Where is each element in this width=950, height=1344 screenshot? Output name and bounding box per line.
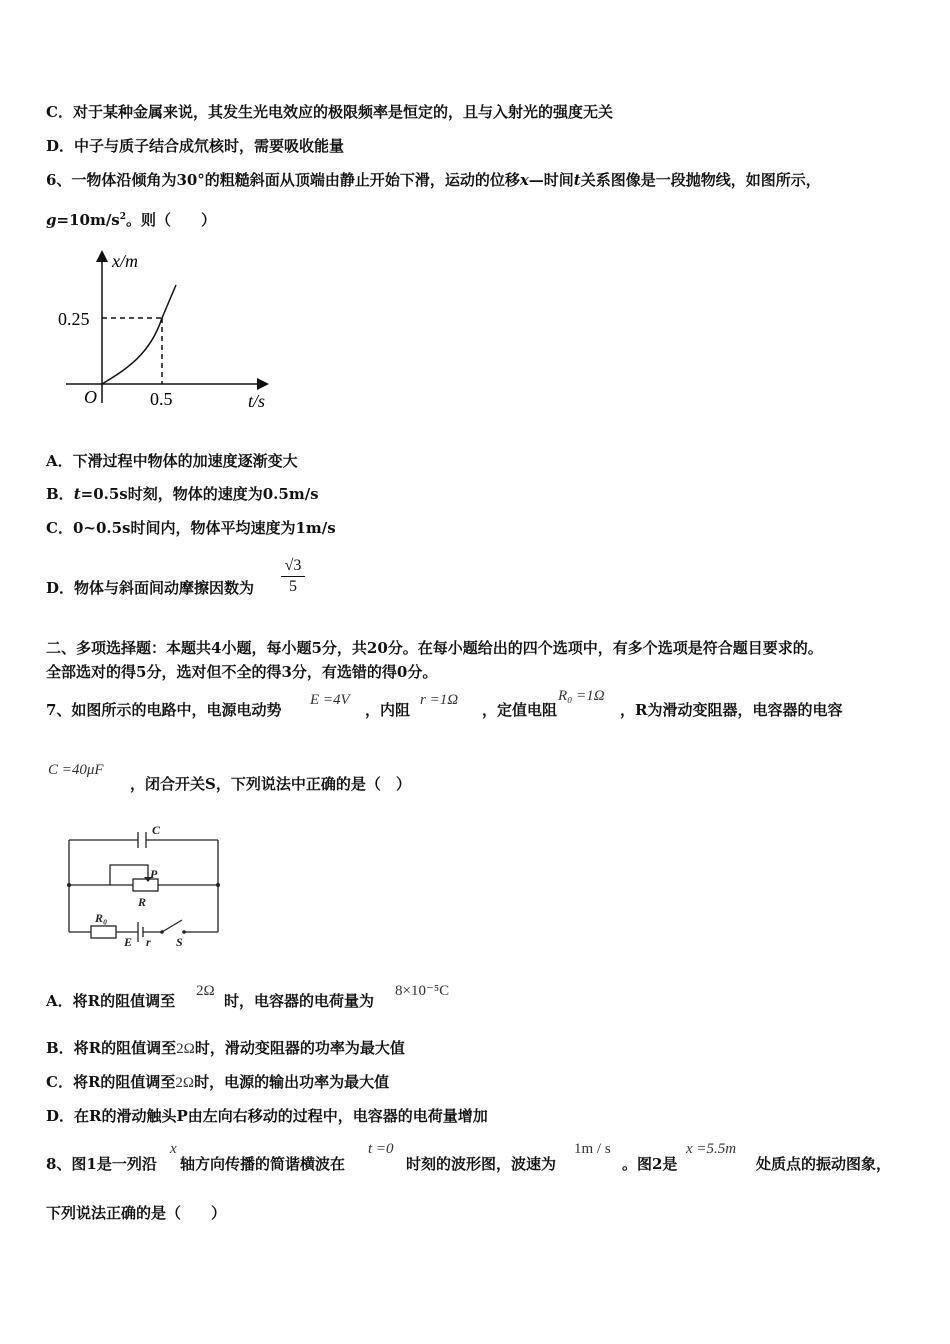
q7-stem-d: ，R为滑动变阻器，电容器的电容 bbox=[620, 701, 843, 719]
y-axis-label: x/m bbox=[112, 251, 138, 271]
q6-option-d-fraction: $\frac{√3}{5}$ bbox=[281, 556, 305, 597]
q7-option-a: A．将R的阻值调至 bbox=[46, 992, 176, 1010]
q7-emf-formula: E =4V bbox=[310, 692, 350, 708]
q8-stem-a: 8、图1是一列沿 bbox=[46, 1155, 157, 1173]
capacitor-label: C bbox=[152, 823, 161, 837]
q7-circuit-diagram bbox=[60, 820, 230, 950]
emf-label: E bbox=[124, 935, 133, 949]
q8-v-formula: 1m / s bbox=[574, 1141, 611, 1157]
section2-heading: 二、多项选择题：本题共4小题，每小题5分，共20分。在每小题给出的四个选项中，有多个选项是符合题目要求的。 bbox=[46, 639, 823, 657]
rheostat-label: R bbox=[138, 895, 147, 909]
x-tick-label: 0.5 bbox=[150, 389, 173, 409]
q7-option-a-mid: 时，电容器的电荷量为 bbox=[224, 992, 375, 1010]
q8-x-formula: x bbox=[170, 1141, 177, 1157]
origin-label: O bbox=[84, 387, 97, 407]
q7-stem-b: ，内阻 bbox=[365, 701, 411, 719]
q6-stem-line2: $g=10m/s^2$。则（ ） bbox=[46, 211, 217, 229]
q8-stem-b: 轴方向传播的简谐横波在 bbox=[180, 1155, 346, 1173]
x-axis-label: t/s bbox=[248, 391, 266, 411]
q7-stem-c: ，定值电阻 bbox=[482, 701, 558, 719]
y-tick-label: 0.25 bbox=[58, 309, 90, 329]
section2-heading-line2: 全部选对的得5分，选对但不全的得3分，有选错的得0分。 bbox=[46, 663, 438, 681]
q5-option-d: D．中子与质子结合成氘核时，需要吸收能量 bbox=[46, 137, 345, 155]
q8-stem-d: 。图2是 bbox=[622, 1155, 678, 1173]
q6-option-c: C．0~0.5s时间内，物体平均速度为1m/s bbox=[46, 519, 336, 537]
r0-label: R₀ bbox=[95, 911, 108, 925]
q8-t-formula: t =0 bbox=[368, 1141, 394, 1157]
q7-option-a-formula1: 2Ω bbox=[196, 983, 215, 999]
r0-resistor bbox=[91, 926, 116, 938]
q8-stem-e: 处质点的振动图象， bbox=[756, 1155, 892, 1173]
parabola-curve bbox=[102, 285, 176, 384]
switch-blade bbox=[162, 920, 182, 932]
q6-option-b: B．t=0.5s时刻，物体的速度为0.5m/s bbox=[46, 485, 319, 503]
q6-xt-graph bbox=[50, 245, 280, 415]
q7-r-formula: r =1Ω bbox=[420, 692, 459, 708]
q7-option-d: D．在R的滑动触头P由左向右移动的过程中，电容器的电荷量增加 bbox=[46, 1107, 488, 1125]
slider-wire bbox=[110, 865, 148, 885]
q8-stem-c: 时刻的波形图，波速为 bbox=[406, 1155, 557, 1173]
q5-option-c: C．对于某种金属来说，其发生光电效应的极限频率是恒定的，且与入射光的强度无关 bbox=[46, 103, 613, 121]
q7-option-b: B．将R的阻值调至2Ω时，滑动变阻器的功率为最大值 bbox=[46, 1039, 405, 1057]
q8-stem-line2: 下列说法正确的是（ ） bbox=[46, 1204, 227, 1222]
q7-option-a-formula2: 8×10⁻⁵C bbox=[395, 983, 450, 999]
q7-stem-a: 7、如图所示的电路中，电源电动势 bbox=[46, 701, 282, 719]
q8-pos-formula: x =5.5m bbox=[686, 1141, 737, 1157]
q7-r0-formula: R₀ =1Ω bbox=[558, 688, 605, 704]
q7-stem-e: ，闭合开关S，下列说法中正确的是（ ） bbox=[130, 775, 411, 793]
q6-option-a: A．下滑过程中物体的加速度逐渐变大 bbox=[46, 452, 298, 470]
q6-stem: 6、一物体沿倾角为30°的粗糙斜面从顶端由静止开始下滑，运动的位移x—时间t关系图像是一段抛物线，如图所示， bbox=[46, 171, 821, 189]
q7-cap-formula: C =40μF bbox=[48, 762, 104, 778]
switch-label: S bbox=[176, 935, 183, 949]
internal-resistance-label: r bbox=[146, 935, 151, 949]
slider-label: P bbox=[150, 867, 158, 881]
q7-option-c: C．将R的阻值调至2Ω时，电源的输出功率为最大值 bbox=[46, 1073, 390, 1091]
q6-option-d: D．物体与斜面间动摩擦因数为 bbox=[46, 579, 255, 597]
